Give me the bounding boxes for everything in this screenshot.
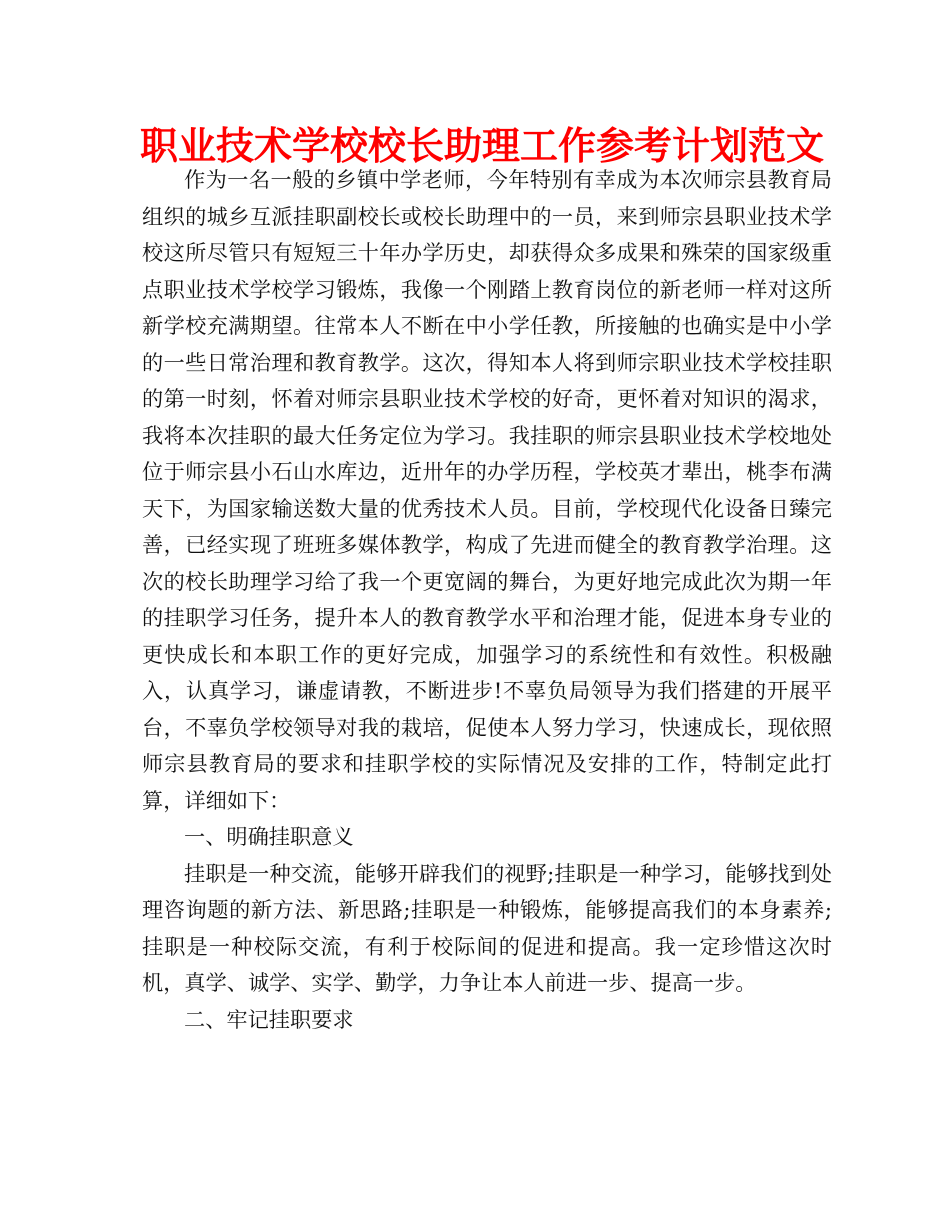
document-body: [142, 162, 832, 1038]
section-heading-2: 二、牢记挂职要求: [184, 1006, 354, 1032]
section-heading-1: 一、明确挂职意义: [184, 824, 354, 849]
section-1-paragraph: 挂职是一种交流，能够开辟我们的视野;挂职是一种学习，能够找到处理咨询题的新方法、新思路;挂职是一种锻炼，能够提高我们的本身素养;挂职是一种校际交流，有利于校际间的促进和提高。我一定珍惜这次时机，真学、诚学、实学、勤学，力争让本人前进一步、提高一步。: [142, 860, 832, 995]
document-title: 职业技术学校校长助理工作参考计划范文: [140, 124, 825, 168]
intro-paragraph: 作为一名一般的乡镇中学老师，今年特别有幸成为本次师宗县教育局组织的城乡互派挂职副校长或校长助理中的一员，来到师宗县职业技术学校这所尽管只有短短三十年办学历史，却获得众多成果和殊荣的国家级重点职业技术学校学习锻炼，我像一个刚踏上教育岗位的新老师一样对这所新学校充满期望。往常本人不断在中小学任教，所接触的也确实是中小学的一些日常治理和教育教学。这次，得知本人将到师宗职业技术学校挂职的第一时刻，怀着对师宗县职业技术学校的好奇，更怀着对知识的渴求，我将本次挂职的最大任务定位为学习。我挂职的师宗县职业技术学校地处位于师宗县小石山水库边，近卅年的办学历程，学校英才辈出，桃李布满天下，为国家输送数大量的优秀技术人员。目前，学校现代化设备日臻完善，已经实现了班班多媒体教学，构成了先进而健全的教育教学治理。这次的校长助理学习给了我一个更宽阔的舞台，为更好地完成此次为期一年的挂职学习任务，提升本人的教育教学水平和治理才能，促进本身专业的更快成长和本职工作的更好完成，加强学习的系统性和有效性。积极融入，认真学习，谦虚请教，不断进步!不辜负局领导为我们搭建的开展平台，不辜负学校领导对我的栽培，促使本人努力学习，快速成长，现依照师宗县教育局的要求和挂职学校的实际情况及安排的工作，特制定此打算，详细如下：: [142, 167, 832, 813]
